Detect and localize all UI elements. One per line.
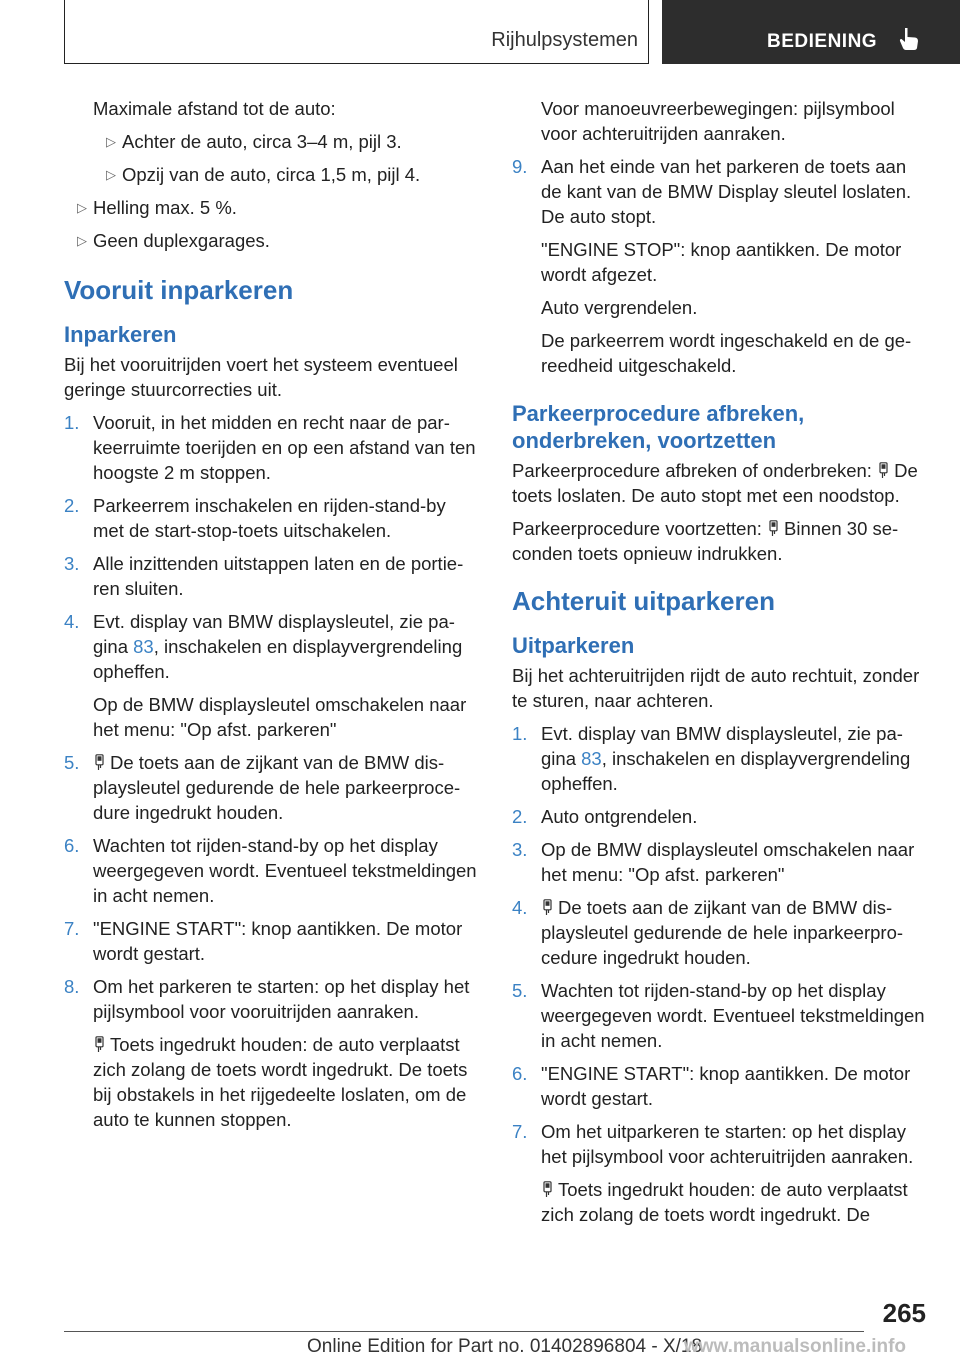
step-item: 5. De toets aan de zijkant van de BMW displaysleutel gedurende de hele parkeerprocedure ingedrukt houden. bbox=[64, 752, 461, 823]
footer-divider bbox=[64, 1331, 864, 1332]
display-key-icon bbox=[95, 1036, 104, 1053]
abort-paragraph: Parkeerprocedure afbreken of onderbreken: De toets loslaten. De auto stopt met een noodstop. bbox=[512, 460, 918, 506]
step-item: 4. De toets aan de zijkant van de BMW displaysleutel gedurende de hele inparkeerprocedure ingedrukt houden. bbox=[512, 897, 904, 968]
uitparkeren-description: Bij het achteruitrijden rijdt de auto rechtuit, zonder te sturen, naar achteren. bbox=[512, 665, 920, 711]
triangle-bullet-icon: ▷ bbox=[77, 200, 87, 215]
header-section-box bbox=[64, 0, 649, 64]
chapter-title: BEDIENING bbox=[767, 31, 878, 52]
display-key-icon bbox=[543, 899, 552, 916]
triangle-bullet-icon: ▷ bbox=[106, 134, 116, 149]
list-item: ▷ Helling max. 5 %. bbox=[77, 197, 237, 218]
step-note: De parkeerrem wordt ingeschakeld en de gereedheid uitgeschakeld. bbox=[541, 330, 912, 376]
left-column bbox=[64, 96, 480, 1140]
step-item: 9. Aan het einde van het parkeren de toets aan de kant van de BMW Display sleutel loslaten. De auto stopt. bbox=[512, 156, 912, 227]
resume-paragraph: Parkeerprocedure voortzetten: Binnen 30 seconden toets opnieuw indrukken. bbox=[512, 518, 899, 564]
list-item: ▷ Achter de auto, circa 3–4 m, pijl 3. bbox=[106, 131, 402, 152]
step-note: "ENGINE STOP": knop aantikken. De motor wordt afgezet. bbox=[541, 239, 902, 285]
step-item: 1. Evt. display van BMW displaysleutel, zie pagina 83, inschakelen en displayvergrendeling opheffen. bbox=[512, 723, 911, 794]
step-note: Voor manoeuvreerbewegingen: pijlsymbool voor achteruitrijden aanraken. bbox=[541, 98, 895, 144]
section-title: Rijhulpsystemen bbox=[491, 29, 638, 51]
step-item: 4. Evt. display van BMW displaysleutel, zie pagina 83, inschakelen en displayvergrendeling opheffen. bbox=[64, 611, 463, 682]
triangle-bullet-icon: ▷ bbox=[106, 167, 116, 182]
triangle-bullet-icon: ▷ bbox=[77, 233, 87, 248]
step-note: Toets ingedrukt houden: de auto verplaatst zich zolang de toets wordt ingedrukt. De toets bij obstakels in het rijgedeelte loslaten, om de auto te kunnen stoppen. bbox=[93, 1034, 468, 1130]
heading-achteruit-uitparkeren: Achteruit uitparkeren bbox=[512, 586, 775, 616]
list-item: ▷ Opzij van de auto, circa 1,5 m, pijl 4. bbox=[106, 164, 421, 185]
list-item: ▷ Geen duplexgarages. bbox=[77, 230, 270, 251]
pointing-hand-icon bbox=[898, 27, 920, 51]
max-distance-intro: Maximale afstand tot de auto: bbox=[93, 98, 336, 119]
step-item: 5. Wachten tot rijden-stand-by op het display weergegeven wordt. Eventueel tekstmeldingen in acht nemen. bbox=[512, 980, 925, 1051]
display-key-icon bbox=[543, 1181, 552, 1198]
step-note: Auto vergrendelen. bbox=[541, 297, 698, 318]
step-note: Op de BMW displaysleutel omschakelen naar het menu: "Op afst. parkeren" bbox=[93, 694, 467, 740]
display-key-icon bbox=[769, 520, 778, 537]
step-item: 6. "ENGINE START": knop aantikken. De motor wordt gestart. bbox=[512, 1063, 911, 1109]
display-key-icon bbox=[879, 462, 888, 479]
page-number: 265 bbox=[882, 1298, 926, 1328]
page-link-83[interactable]: 83 bbox=[581, 748, 602, 769]
heading-inparkeren: Inparkeren bbox=[64, 322, 177, 347]
step-item: 7. "ENGINE START": knop aantikken. De motor wordt gestart. bbox=[64, 918, 463, 964]
step-item: 7. Om het uitparkeren te starten: op het display het pijlsymbool voor achteruitrijden aanraken. bbox=[512, 1121, 914, 1167]
heading-uitparkeren: Uitparkeren bbox=[512, 633, 635, 658]
display-key-icon bbox=[95, 754, 104, 771]
step-item: 8. Om het parkeren te starten: op het display het pijlsymbool voor vooruitrijden aanraken. bbox=[64, 976, 470, 1022]
step-item: 1. Vooruit, in het midden en recht naar de parkeerruimte toerijden en op een afstand van ten hoogste 2 m stoppen. bbox=[64, 412, 476, 483]
step-note: Toets ingedrukt houden: de auto verplaatst zich zolang de toets wordt ingedrukt. De bbox=[541, 1179, 908, 1225]
header-chapter-box bbox=[662, 0, 960, 64]
step-item: 2. Auto ontgrendelen. bbox=[512, 806, 698, 827]
right-column bbox=[512, 96, 928, 1227]
watermark[interactable]: www.manualsonline.info bbox=[684, 1336, 907, 1357]
step-item: 6. Wachten tot rijden-stand-by op het display weergegeven wordt. Eventueel tekstmeldingen in acht nemen. bbox=[64, 835, 477, 906]
step-item: 3. Alle inzittenden uitstappen laten en de portieren sluiten. bbox=[64, 553, 464, 599]
inparkeren-description: Bij het vooruitrijden voert het systeem eventueel geringe stuurcorrecties uit. bbox=[64, 354, 458, 400]
step-item: 3. Op de BMW displaysleutel omschakelen naar het menu: "Op afst. parkeren" bbox=[512, 839, 915, 885]
edition-text: Online Edition for Part no. 01402896804 - X/18 bbox=[307, 1336, 703, 1357]
page-link-83[interactable]: 83 bbox=[133, 636, 154, 657]
heading-vooruit-inparkeren: Vooruit inparkeren bbox=[64, 275, 294, 305]
step-item: 2. Parkeerrem inschakelen en rijden-stand-by met de start-stop-toets uitschakelen. bbox=[64, 495, 446, 541]
heading-parkeerprocedure-afbreken: Parkeerprocedure afbreken, onderbreken, voortzetten bbox=[512, 401, 805, 453]
